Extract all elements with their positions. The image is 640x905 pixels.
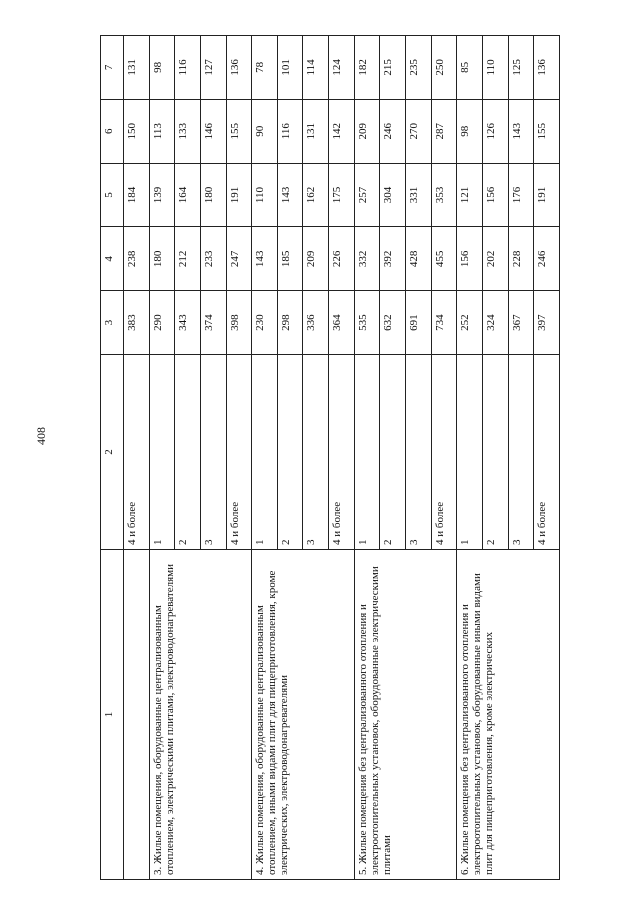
rooms-cell: 3 — [200, 355, 226, 550]
rooms-cell: 1 — [354, 355, 380, 550]
value-cell: 270 — [406, 99, 432, 163]
value-cell: 180 — [149, 227, 175, 291]
value-cell: 632 — [380, 291, 406, 355]
value-cell: 304 — [380, 163, 406, 227]
value-cell: 121 — [457, 163, 483, 227]
value-cell: 146 — [200, 99, 226, 163]
value-cell: 143 — [277, 163, 303, 227]
value-cell: 191 — [226, 163, 252, 227]
dwelling-type-cell — [124, 550, 150, 880]
table-row — [457, 36, 483, 880]
value-cell: 209 — [303, 227, 329, 291]
value-cell: 332 — [354, 227, 380, 291]
rooms-cell: 4 и более — [329, 355, 355, 550]
value-cell: 691 — [406, 291, 432, 355]
table-row — [124, 36, 150, 880]
value-cell: 290 — [149, 291, 175, 355]
value-cell: 85 — [457, 36, 483, 100]
header-cell: 6 — [101, 99, 124, 163]
value-cell: 398 — [226, 291, 252, 355]
value-cell: 176 — [508, 163, 534, 227]
dwelling-type-cell: 5. Жилые помещения без централизованного отопления и электроотопительных установок, оборудованные электрическими плитами — [354, 550, 457, 880]
value-cell: 734 — [431, 291, 457, 355]
dwelling-type-cell: 4. Жилые помещения, оборудованные централизованным отоплением, иными видами плит для пищеприготовления, кроме электрических, электроводонагревателями — [252, 550, 355, 880]
value-cell: 209 — [354, 99, 380, 163]
rooms-cell: 1 — [149, 355, 175, 550]
value-cell: 131 — [124, 36, 150, 100]
value-cell: 114 — [303, 36, 329, 100]
value-cell: 184 — [124, 163, 150, 227]
value-cell: 133 — [175, 99, 201, 163]
rooms-cell: 3 — [508, 355, 534, 550]
rooms-cell: 2 — [482, 355, 508, 550]
value-cell: 455 — [431, 227, 457, 291]
rooms-cell: 3 — [303, 355, 329, 550]
rooms-cell: 1 — [457, 355, 483, 550]
value-cell: 124 — [329, 36, 355, 100]
rooms-cell: 4 и более — [534, 355, 560, 550]
value-cell: 392 — [380, 227, 406, 291]
value-cell: 136 — [534, 36, 560, 100]
value-cell: 428 — [406, 227, 432, 291]
rooms-cell: 1 — [252, 355, 278, 550]
value-cell: 113 — [149, 99, 175, 163]
value-cell: 155 — [226, 99, 252, 163]
value-cell: 156 — [482, 163, 508, 227]
value-cell: 101 — [277, 36, 303, 100]
value-cell: 252 — [457, 291, 483, 355]
tariff-table — [100, 35, 560, 880]
value-cell: 324 — [482, 291, 508, 355]
dwelling-type-cell: 3. Жилые помещения, оборудованные централизованным отоплением, электрическими плитами, электроводонагревателями — [149, 550, 252, 880]
value-cell: 98 — [149, 36, 175, 100]
rooms-cell: 4 и более — [124, 355, 150, 550]
value-cell: 155 — [534, 99, 560, 163]
value-cell: 250 — [431, 36, 457, 100]
value-cell: 230 — [252, 291, 278, 355]
rooms-cell: 2 — [277, 355, 303, 550]
value-cell: 175 — [329, 163, 355, 227]
value-cell: 226 — [329, 227, 355, 291]
rooms-cell: 2 — [380, 355, 406, 550]
value-cell: 98 — [457, 99, 483, 163]
table-body — [124, 36, 560, 880]
value-cell: 257 — [354, 163, 380, 227]
header-cell: 2 — [101, 355, 124, 550]
header-cell: 7 — [101, 36, 124, 100]
value-cell: 367 — [508, 291, 534, 355]
value-cell: 116 — [175, 36, 201, 100]
value-cell: 364 — [329, 291, 355, 355]
value-cell: 228 — [508, 227, 534, 291]
value-cell: 215 — [380, 36, 406, 100]
value-cell: 331 — [406, 163, 432, 227]
value-cell: 143 — [252, 227, 278, 291]
header-cell: 1 — [101, 550, 124, 880]
value-cell: 287 — [431, 99, 457, 163]
header-cell: 5 — [101, 163, 124, 227]
value-cell: 136 — [226, 36, 252, 100]
header-row — [101, 36, 124, 880]
value-cell: 535 — [354, 291, 380, 355]
value-cell: 78 — [252, 36, 278, 100]
value-cell: 162 — [303, 163, 329, 227]
value-cell: 142 — [329, 99, 355, 163]
value-cell: 233 — [200, 227, 226, 291]
value-cell: 110 — [482, 36, 508, 100]
value-cell: 238 — [124, 227, 150, 291]
tariff-table-rotated — [100, 35, 560, 880]
value-cell: 150 — [124, 99, 150, 163]
value-cell: 185 — [277, 227, 303, 291]
value-cell: 127 — [200, 36, 226, 100]
value-cell: 164 — [175, 163, 201, 227]
value-cell: 180 — [200, 163, 226, 227]
value-cell: 131 — [303, 99, 329, 163]
value-cell: 353 — [431, 163, 457, 227]
value-cell: 235 — [406, 36, 432, 100]
table-row — [354, 36, 380, 880]
value-cell: 246 — [380, 99, 406, 163]
value-cell: 247 — [226, 227, 252, 291]
header-cell: 4 — [101, 227, 124, 291]
rooms-cell: 3 — [406, 355, 432, 550]
value-cell: 139 — [149, 163, 175, 227]
value-cell: 343 — [175, 291, 201, 355]
value-cell: 383 — [124, 291, 150, 355]
rooms-cell: 2 — [175, 355, 201, 550]
table-row — [149, 36, 175, 880]
rooms-cell: 4 и более — [226, 355, 252, 550]
value-cell: 202 — [482, 227, 508, 291]
page-number: 408 — [34, 427, 48, 445]
value-cell: 126 — [482, 99, 508, 163]
value-cell: 110 — [252, 163, 278, 227]
value-cell: 374 — [200, 291, 226, 355]
rooms-cell: 4 и более — [431, 355, 457, 550]
value-cell: 90 — [252, 99, 278, 163]
value-cell: 298 — [277, 291, 303, 355]
header-cell: 3 — [101, 291, 124, 355]
table-row — [252, 36, 278, 880]
dwelling-type-cell: 6. Жилые помещения без централизованного отопления и электроотопительных установок, оборудованные иными видами плит для пищеприготовления, кроме электрических — [457, 550, 560, 880]
value-cell: 397 — [534, 291, 560, 355]
value-cell: 116 — [277, 99, 303, 163]
value-cell: 182 — [354, 36, 380, 100]
value-cell: 143 — [508, 99, 534, 163]
value-cell: 212 — [175, 227, 201, 291]
value-cell: 191 — [534, 163, 560, 227]
value-cell: 336 — [303, 291, 329, 355]
value-cell: 246 — [534, 227, 560, 291]
value-cell: 156 — [457, 227, 483, 291]
value-cell: 125 — [508, 36, 534, 100]
